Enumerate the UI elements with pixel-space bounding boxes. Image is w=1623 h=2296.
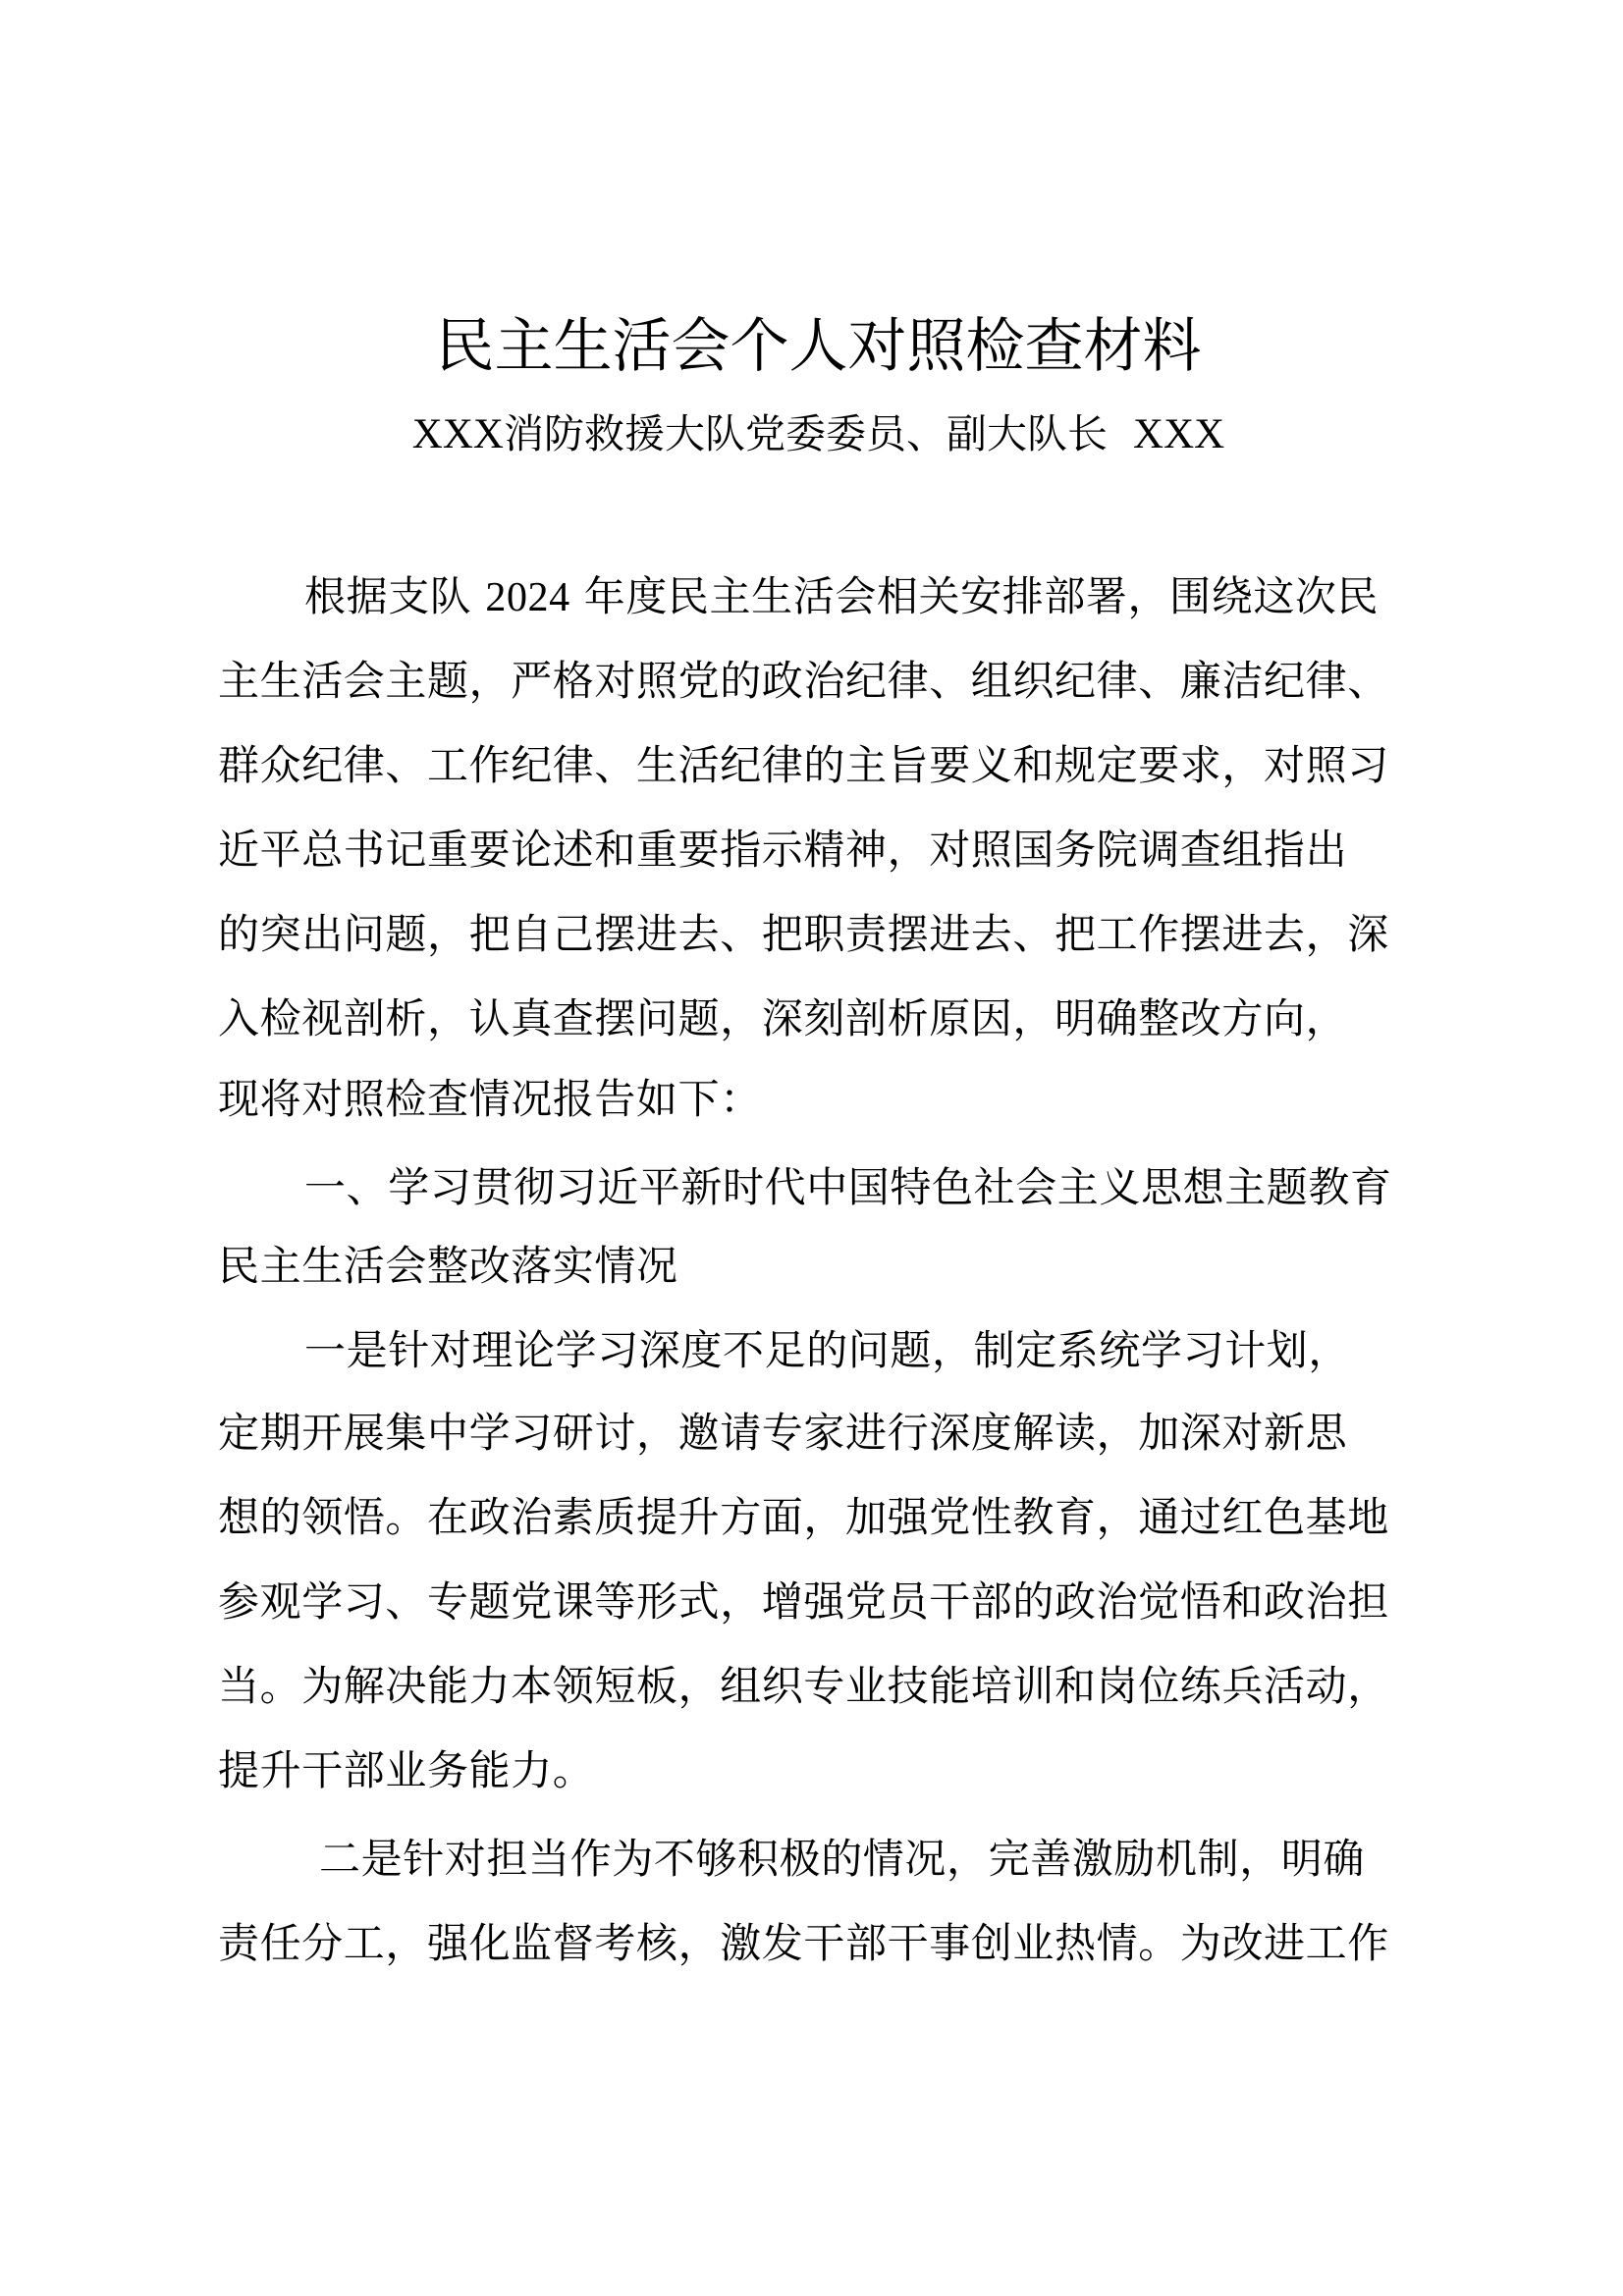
item1-line-3: 想的领悟。在政治素质提升方面，加强党性教育，通过红色基地	[218, 1493, 1389, 1541]
intro-line-5: 的突出问题，把自己摆进去、把职责摆进去、把工作摆进去，深	[218, 910, 1389, 958]
intro-line-4: 近平总书记重要论述和重要指示精神，对照国务院调查组指出	[218, 826, 1348, 874]
document-subtitle	[0, 404, 1623, 463]
item2-line-2: 责任分工，强化监督考核，激发干部干事创业热情。为改进工作	[218, 1919, 1389, 1967]
document-title: 民主生活会个人对照检查材料	[435, 312, 1202, 381]
intro-text: 年度民主生活会相关安排部署，围绕这次民	[583, 572, 1380, 620]
item1-line-4: 参观学习、专题党课等形式，增强党员干部的政治觉悟和政治担	[218, 1577, 1389, 1626]
subtitle-position: 消防救援大队党委委员、副大队长	[503, 410, 1108, 457]
subtitle-name-suffix: XXX	[1133, 411, 1225, 457]
year-number: 2024	[485, 575, 570, 620]
section-heading-line-1: 一、学习贯彻习近平新时代中国特色社会主义思想主题教育	[304, 1163, 1392, 1211]
section-heading-line-2: 民主生活会整改落实情况	[218, 1242, 678, 1290]
intro-line-2: 主生活会主题，严格对照党的政治纪律、组织纪律、廉洁纪律、	[218, 657, 1389, 705]
item2-line-1: 二是针对担当作为不够积极的情况，完善激励机制，明确	[319, 1835, 1366, 1883]
item1-line-6: 提升干部业务能力。	[218, 1746, 595, 1794]
item1-line-2: 定期开展集中学习研讨，邀请专家进行深度解读，加深对新思	[218, 1409, 1348, 1457]
intro-text: 根据支队	[304, 572, 472, 620]
intro-line-7: 现将对照检查情况报告如下：	[218, 1075, 762, 1123]
subtitle-name-prefix: XXX	[411, 411, 504, 457]
intro-line-3: 群众纪律、工作纪律、生活纪律的主旨要义和规定要求，对照习	[218, 741, 1389, 789]
intro-line-1	[304, 567, 1522, 626]
item1-line-1: 一是针对理论学习深度不足的问题，制定系统学习计划，	[304, 1326, 1351, 1374]
item1-line-5: 当。为解决能力本领短板，组织专业技能培训和岗位练兵活动，	[218, 1662, 1389, 1710]
intro-line-6: 入检视剖析，认真查摆问题，深刻剖析原因，明确整改方向，	[218, 994, 1348, 1042]
